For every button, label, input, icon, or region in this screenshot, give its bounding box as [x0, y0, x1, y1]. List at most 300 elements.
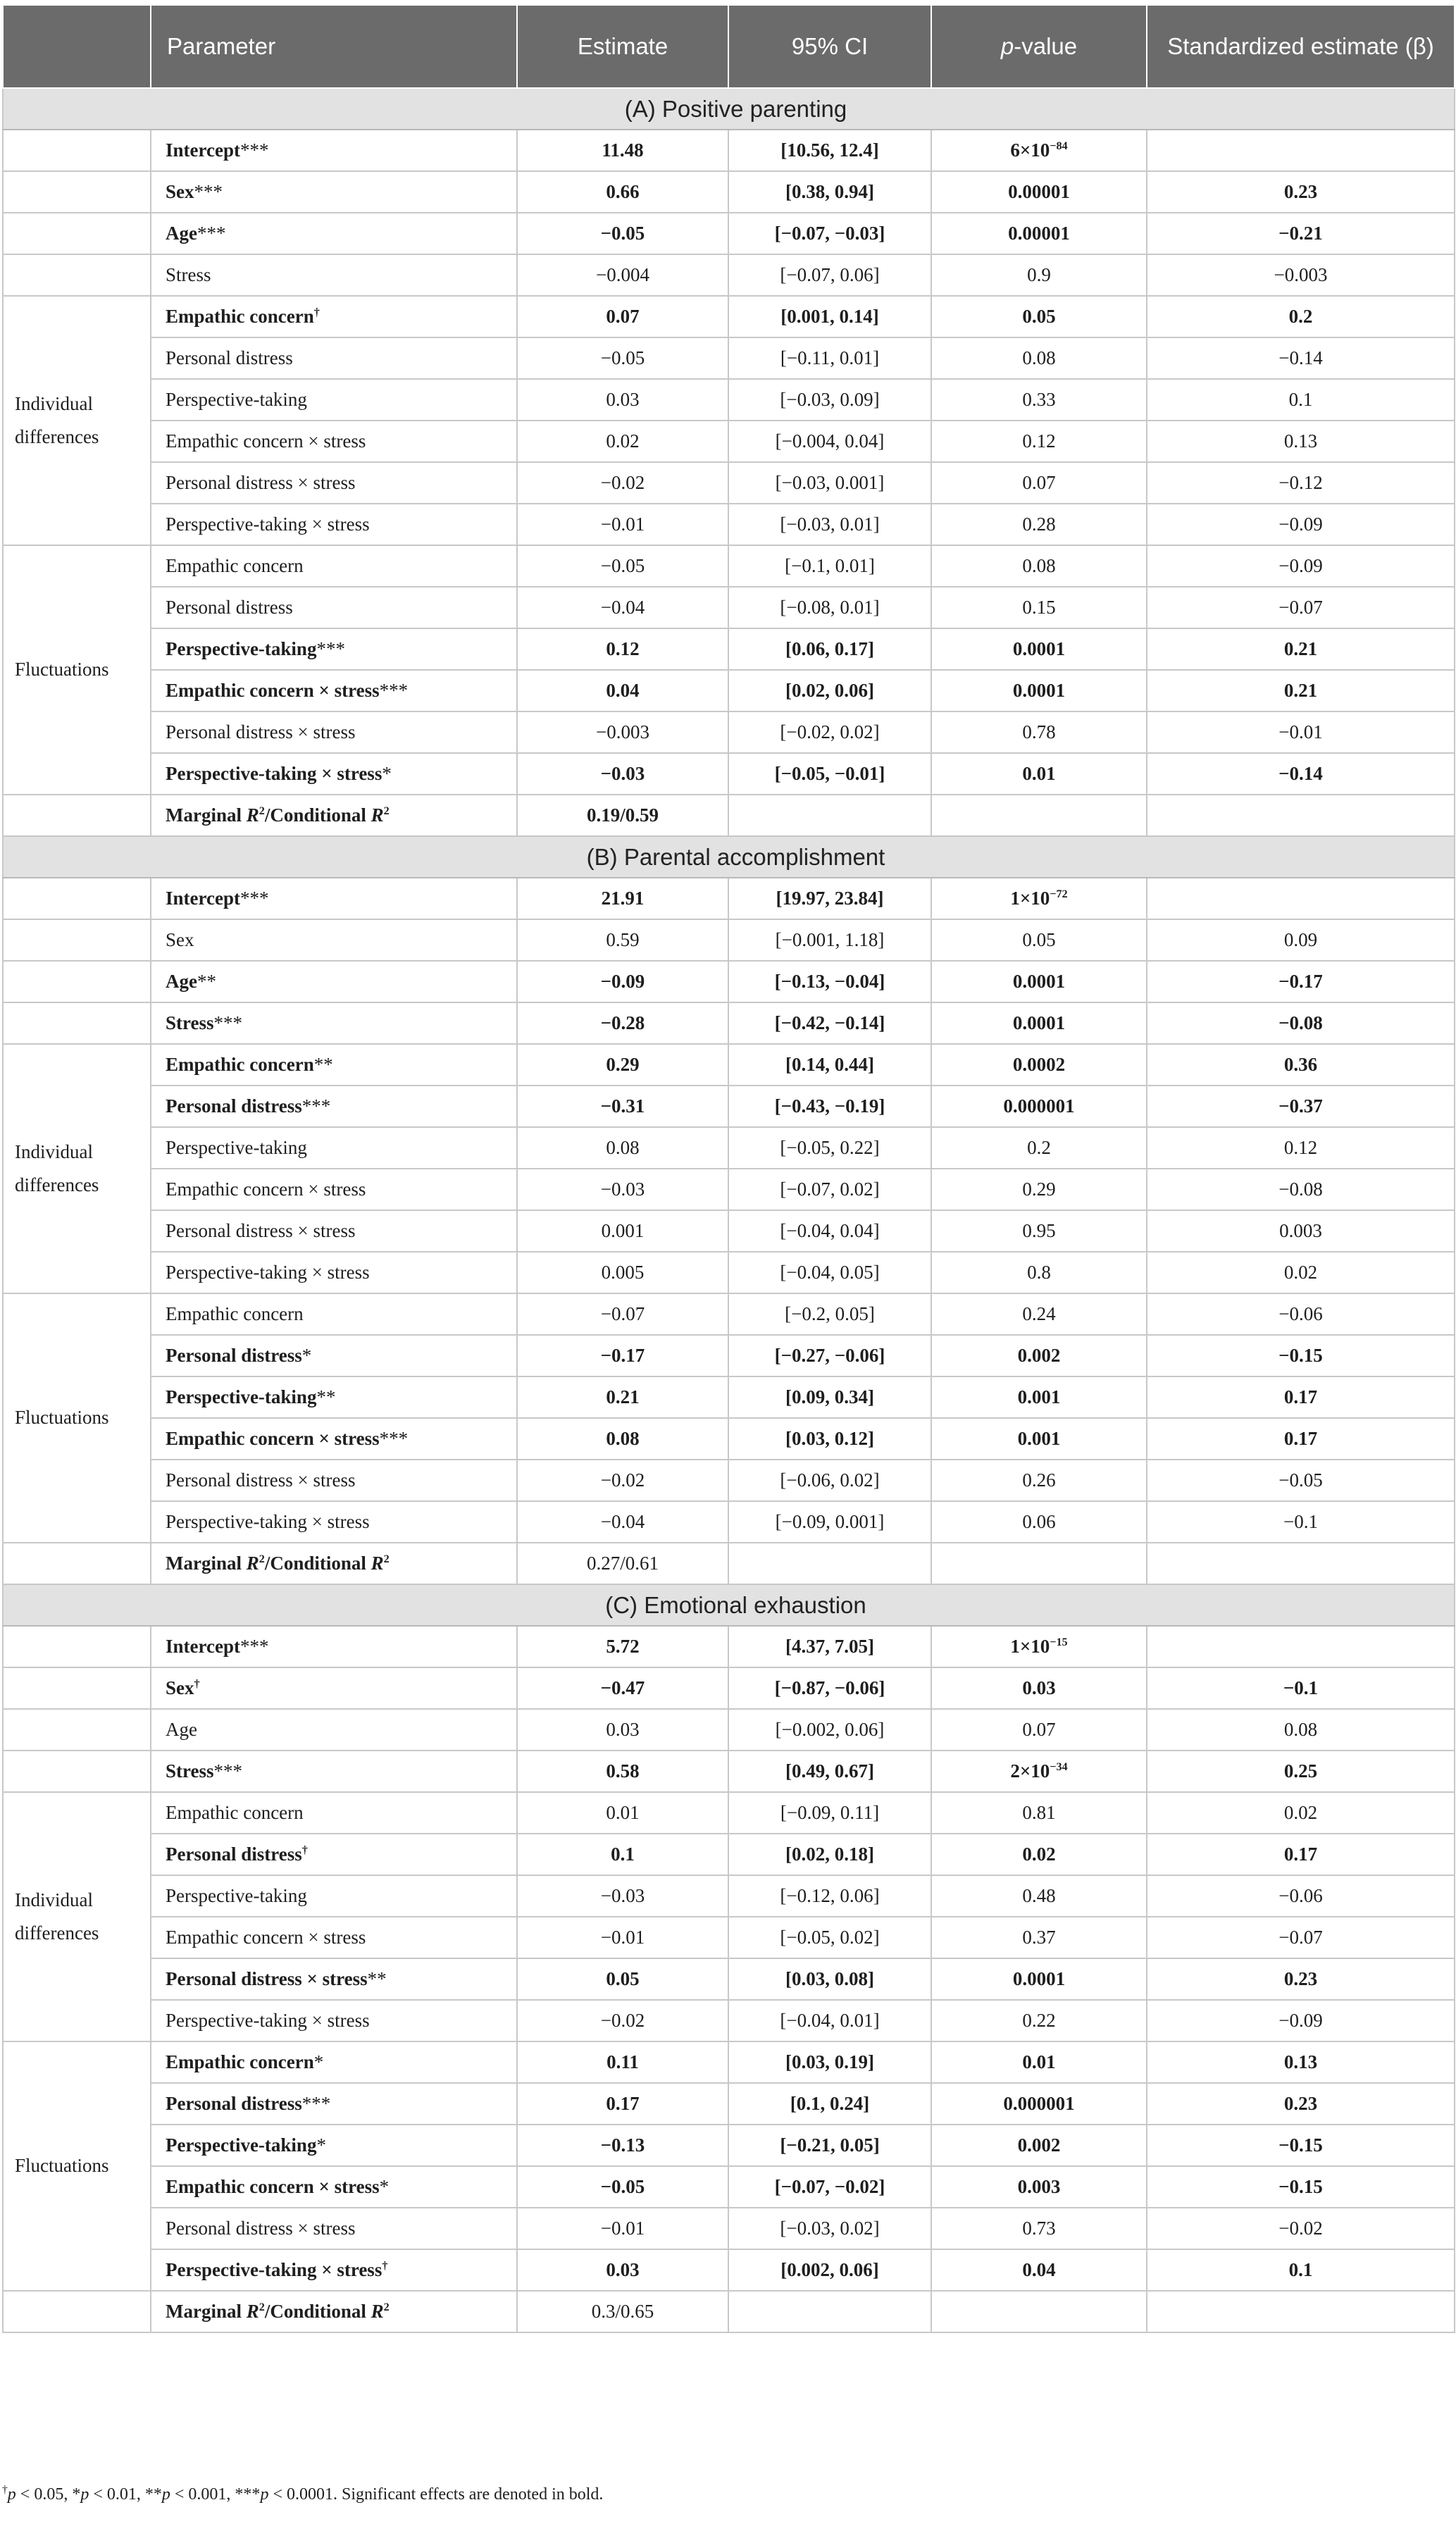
p-value-cell: [931, 1252, 1147, 1293]
p-value: 0.0001: [1012, 1012, 1066, 1034]
parameter-name: Personal distress × stress: [166, 472, 356, 494]
parameter-name: Age: [166, 223, 197, 244]
significance-marker: ***: [301, 2093, 331, 2115]
p-value-cell: [931, 1169, 1147, 1210]
parameter-cell: [151, 2000, 517, 2041]
p-value: 0.03: [1022, 1677, 1056, 1699]
significance-marker: *: [313, 2051, 324, 2073]
parameter-name: Empathic concern: [166, 2051, 314, 2073]
estimate-cell: −0.04: [517, 1501, 728, 1543]
estimate-cell: 0.02: [517, 421, 728, 462]
beta-cell: −0.05: [1147, 1460, 1455, 1501]
parameter-cell: [151, 1086, 517, 1127]
p-value: 0.05: [1022, 929, 1056, 951]
ci-cell: [−0.13, −0.04]: [728, 961, 931, 1002]
p-value: 0.12: [1022, 430, 1056, 452]
significance-marker: *: [379, 2176, 390, 2198]
p-value-cell: [931, 2125, 1147, 2166]
header-estimate: Estimate: [517, 5, 728, 88]
row-group-empty: [3, 2291, 151, 2332]
ci-cell: [−0.03, 0.001]: [728, 462, 931, 504]
estimate-cell: 0.03: [517, 379, 728, 421]
parameter-name: Stress: [166, 1760, 214, 1782]
significance-marker: ***: [239, 139, 269, 161]
p-value-cell: [931, 1418, 1147, 1460]
estimate-cell: 11.48: [517, 130, 728, 171]
table-row: [3, 171, 1455, 213]
p-value-cell: [931, 1460, 1147, 1501]
estimate-cell: −0.07: [517, 1293, 728, 1335]
beta-cell: −0.09: [1147, 545, 1455, 587]
parameter-cell: [151, 254, 517, 296]
section-header-row: [3, 1584, 1455, 1626]
header-parameter: Parameter: [151, 5, 517, 88]
ci-cell: [−0.07, 0.06]: [728, 254, 931, 296]
p-value: 0.01: [1022, 2051, 1056, 2073]
p-value: 0.00001: [1008, 181, 1070, 203]
p-value-cell: [931, 421, 1147, 462]
p-value-cell: [931, 1086, 1147, 1127]
parameter-cell: [151, 795, 517, 836]
parameter-name: Personal distress × stress: [166, 1220, 356, 1242]
beta-cell: 0.13: [1147, 421, 1455, 462]
parameter-cell: [151, 753, 517, 795]
p-value: 1×10: [1010, 888, 1050, 909]
row-group-empty: [3, 1667, 151, 1709]
p-value: 0.33: [1022, 389, 1056, 411]
p-value: 0.01: [1022, 763, 1056, 785]
table-row: [3, 2041, 1455, 2083]
ci-cell: [−0.27, −0.06]: [728, 1335, 931, 1376]
parameter-cell: [151, 878, 517, 919]
parameter-name: Empathic concern × stress: [166, 2176, 380, 2198]
estimate-cell: −0.03: [517, 1875, 728, 1917]
estimate-cell: 0.12: [517, 628, 728, 670]
beta-cell: [1147, 795, 1455, 836]
p-value-cell: [931, 1667, 1147, 1709]
table-row: [3, 421, 1455, 462]
parameter-cell: [151, 1044, 517, 1086]
estimate-cell: −0.05: [517, 337, 728, 379]
parameter-name: Empathic concern: [166, 1303, 304, 1325]
parameter-name: Personal distress: [166, 1844, 302, 1865]
beta-cell: [1147, 878, 1455, 919]
ci-cell: [−0.004, 0.04]: [728, 421, 931, 462]
estimate-cell: 0.001: [517, 1210, 728, 1252]
parameter-name: Perspective-taking × stress: [166, 2010, 370, 2032]
beta-cell: −0.12: [1147, 462, 1455, 504]
parameter-name: Sex: [166, 1677, 194, 1699]
significance-marker: ***: [301, 1095, 331, 1117]
ci-cell: [−0.12, 0.06]: [728, 1875, 931, 1917]
p-value: 0.22: [1022, 2010, 1056, 2032]
beta-cell: −0.01: [1147, 711, 1455, 753]
beta-cell: 0.08: [1147, 1709, 1455, 1751]
ci-cell: [−0.03, 0.09]: [728, 379, 931, 421]
parameter-cell: [151, 1875, 517, 1917]
estimate-cell: −0.02: [517, 1460, 728, 1501]
p-value: 0.07: [1022, 472, 1056, 494]
parameter-name: Personal distress × stress: [166, 1469, 356, 1491]
p-value: 0.95: [1022, 1220, 1056, 1242]
parameter-name: Stress: [166, 264, 211, 286]
row-group-empty: [3, 1626, 151, 1667]
table-footnote: †p < 0.05, *p < 0.01, **p < 0.001, ***p < 0.0001. Significant effects are denoted in bold.: [2, 2484, 604, 2504]
estimate-cell: −0.04: [517, 587, 728, 628]
table-row: [3, 1252, 1455, 1293]
beta-cell: 0.25: [1147, 1751, 1455, 1792]
estimate-cell: 0.11: [517, 2041, 728, 2083]
estimate-cell: −0.17: [517, 1335, 728, 1376]
row-group-empty: [3, 1543, 151, 1584]
p-value-cell: [931, 628, 1147, 670]
ci-cell: [0.03, 0.12]: [728, 1418, 931, 1460]
section-title: (C) Emotional exhaustion: [3, 1584, 1455, 1626]
significance-marker: **: [367, 1968, 387, 1990]
parameter-name: Age: [166, 971, 197, 993]
parameter-cell: [151, 670, 517, 711]
estimate-cell: −0.01: [517, 2208, 728, 2249]
estimate-cell: −0.01: [517, 1917, 728, 1958]
parameter-cell: [151, 2249, 517, 2291]
row-group-empty: [3, 919, 151, 961]
table-row: [3, 1792, 1455, 1834]
estimate-cell: 0.19/0.59: [517, 795, 728, 836]
beta-cell: 0.02: [1147, 1252, 1455, 1293]
parameter-name: Perspective-taking × stress: [166, 763, 382, 785]
table-row: [3, 1293, 1455, 1335]
parameter-cell: [151, 1792, 517, 1834]
p-value: 0.002: [1017, 1345, 1061, 1367]
parameter-name: Empathic concern: [166, 1054, 314, 1076]
p-value-cell: [931, 711, 1147, 753]
p-value-cell: [931, 1834, 1147, 1875]
beta-cell: −0.15: [1147, 2166, 1455, 2208]
p-value-cell: [931, 254, 1147, 296]
ci-cell: [728, 795, 931, 836]
row-group-empty: [3, 878, 151, 919]
ci-cell: [−0.42, −0.14]: [728, 1002, 931, 1044]
ci-cell: [0.02, 0.18]: [728, 1834, 931, 1875]
table-row: [3, 254, 1455, 296]
parameter-name: Intercept: [166, 888, 240, 909]
p-value-cell: [931, 1501, 1147, 1543]
estimate-cell: 0.66: [517, 171, 728, 213]
ci-cell: [−0.07, −0.03]: [728, 213, 931, 254]
p-value: 0.2: [1027, 1137, 1051, 1159]
beta-cell: −0.06: [1147, 1293, 1455, 1335]
beta-cell: −0.14: [1147, 753, 1455, 795]
p-value: 0.0001: [1012, 971, 1066, 993]
p-value-cell: [931, 2083, 1147, 2125]
estimate-cell: −0.03: [517, 753, 728, 795]
p-value: 0.9: [1027, 264, 1051, 286]
row-group-empty: [3, 171, 151, 213]
row-group-empty: [3, 1002, 151, 1044]
beta-cell: [1147, 1626, 1455, 1667]
estimate-cell: −0.09: [517, 961, 728, 1002]
parameter-name: Empathic concern × stress: [166, 430, 366, 452]
parameter-name: Marginal $R^2$/Conditional $R^2$: [166, 2301, 390, 2323]
table-row: [3, 1210, 1455, 1252]
p-value-exponent: −15: [1050, 1636, 1068, 1649]
significance-marker: **: [316, 1386, 336, 1408]
ci-cell: [0.49, 0.67]: [728, 1751, 931, 1792]
parameter-cell: [151, 1002, 517, 1044]
beta-cell: 0.1: [1147, 379, 1455, 421]
significance-marker: *: [382, 763, 392, 785]
beta-cell: 0.003: [1147, 1210, 1455, 1252]
ci-cell: [0.002, 0.06]: [728, 2249, 931, 2291]
beta-cell: 0.09: [1147, 919, 1455, 961]
p-value: 0.000001: [1003, 2093, 1075, 2115]
estimate-cell: 21.91: [517, 878, 728, 919]
parameter-cell: [151, 919, 517, 961]
table-row: [3, 1667, 1455, 1709]
table-row: [3, 711, 1455, 753]
ci-cell: [0.02, 0.06]: [728, 670, 931, 711]
table-row: [3, 296, 1455, 337]
table-row: [3, 1335, 1455, 1376]
beta-cell: 0.21: [1147, 670, 1455, 711]
row-group-label: Fluctuations: [3, 2041, 151, 2291]
parameter-name: Perspective-taking: [166, 1885, 307, 1907]
parameter-cell: [151, 1751, 517, 1792]
parameter-name: Perspective-taking: [166, 1386, 317, 1408]
p-value: 0.02: [1022, 1844, 1056, 1865]
p-value-cell: [931, 1917, 1147, 1958]
p-value: 0.0002: [1012, 1054, 1066, 1076]
parameter-name: Sex: [166, 929, 194, 951]
estimate-cell: −0.05: [517, 2166, 728, 2208]
table-row: [3, 1127, 1455, 1169]
parameter-name: Perspective-taking: [166, 638, 317, 660]
table-row: [3, 919, 1455, 961]
p-value: 0.001: [1017, 1428, 1061, 1450]
p-value-cell: [931, 1626, 1147, 1667]
p-value: 0.08: [1022, 347, 1056, 369]
estimate-cell: 5.72: [517, 1626, 728, 1667]
table-row: [3, 462, 1455, 504]
table-row: [3, 1626, 1455, 1667]
ci-cell: [−0.05, 0.02]: [728, 1917, 931, 1958]
parameter-name: Personal distress × stress: [166, 721, 356, 743]
section-header-row: [3, 836, 1455, 878]
parameter-cell: [151, 2083, 517, 2125]
ci-cell: [−0.02, 0.02]: [728, 711, 931, 753]
estimate-cell: 0.05: [517, 1958, 728, 2000]
beta-cell: −0.06: [1147, 1875, 1455, 1917]
table-row: [3, 1958, 1455, 2000]
estimate-cell: −0.05: [517, 213, 728, 254]
p-value: 0.28: [1022, 514, 1056, 535]
table-row: [3, 961, 1455, 1002]
ci-cell: [−0.04, 0.04]: [728, 1210, 931, 1252]
parameter-name: Perspective-taking: [166, 389, 307, 411]
p-value: 0.003: [1017, 2176, 1061, 2198]
table-row: [3, 1044, 1455, 1086]
parameter-name: Perspective-taking: [166, 2134, 317, 2156]
ci-cell: [−0.11, 0.01]: [728, 337, 931, 379]
table-row: [3, 1376, 1455, 1418]
parameter-cell: [151, 1252, 517, 1293]
p-value: 0.00001: [1008, 223, 1070, 244]
parameter-name: Empathic concern: [166, 306, 314, 328]
table-row: [3, 1917, 1455, 1958]
p-value-cell: [931, 919, 1147, 961]
p-value-cell: [931, 1127, 1147, 1169]
p-value-cell: [931, 1543, 1147, 1584]
p-value-cell: [931, 213, 1147, 254]
p-value-cell: [931, 504, 1147, 545]
p-value: 0.000001: [1003, 1095, 1075, 1117]
table-row: [3, 1501, 1455, 1543]
beta-cell: −0.09: [1147, 504, 1455, 545]
p-value-cell: [931, 1210, 1147, 1252]
p-value-cell: [931, 2000, 1147, 2041]
ci-cell: [4.37, 7.05]: [728, 1626, 931, 1667]
beta-cell: 0.17: [1147, 1834, 1455, 1875]
ci-cell: [0.03, 0.08]: [728, 1958, 931, 2000]
row-group-empty: [3, 795, 151, 836]
parameter-name: Personal distress: [166, 1095, 302, 1117]
beta-cell: [1147, 130, 1455, 171]
p-value: 0.08: [1022, 555, 1056, 577]
table-row: [3, 1834, 1455, 1875]
parameter-cell: [151, 337, 517, 379]
estimate-cell: −0.02: [517, 2000, 728, 2041]
row-group-label: Individual differences: [3, 296, 151, 545]
beta-cell: −0.37: [1147, 1086, 1455, 1127]
significance-marker: **: [313, 1054, 333, 1076]
parameter-cell: [151, 961, 517, 1002]
p-value-cell: [931, 2249, 1147, 2291]
p-value-cell: [931, 2041, 1147, 2083]
parameter-cell: [151, 462, 517, 504]
beta-cell: 0.13: [1147, 2041, 1455, 2083]
parameter-cell: [151, 1543, 517, 1584]
table-row: [3, 2166, 1455, 2208]
section-title: (B) Parental accomplishment: [3, 836, 1455, 878]
beta-cell: −0.14: [1147, 337, 1455, 379]
ci-cell: [−0.05, −0.01]: [728, 753, 931, 795]
table-row: [3, 379, 1455, 421]
parameter-name: Perspective-taking × stress: [166, 514, 370, 535]
table-row: [3, 2125, 1455, 2166]
estimate-cell: −0.003: [517, 711, 728, 753]
parameter-cell: [151, 1709, 517, 1751]
estimate-cell: 0.07: [517, 296, 728, 337]
parameter-cell: [151, 1210, 517, 1252]
estimate-cell: 0.08: [517, 1127, 728, 1169]
significance-marker: ***: [239, 1636, 269, 1658]
table-row: [3, 504, 1455, 545]
parameter-name: Intercept: [166, 139, 240, 161]
beta-cell: −0.08: [1147, 1169, 1455, 1210]
p-value: 0.0001: [1012, 680, 1066, 702]
estimate-cell: 0.01: [517, 1792, 728, 1834]
significance-marker: *: [316, 2134, 326, 2156]
p-value: 0.0001: [1012, 638, 1066, 660]
parameter-cell: [151, 1293, 517, 1335]
ci-cell: [0.14, 0.44]: [728, 1044, 931, 1086]
p-value: 0.78: [1022, 721, 1056, 743]
p-value: 0.15: [1022, 597, 1056, 618]
parameter-name: Empathic concern: [166, 555, 304, 577]
row-group-label: Fluctuations: [3, 545, 151, 795]
beta-cell: −0.15: [1147, 1335, 1455, 1376]
p-value: 6×10: [1010, 139, 1050, 161]
row-group-empty: [3, 1709, 151, 1751]
p-value-exponent: −72: [1050, 888, 1068, 901]
parameter-cell: [151, 2041, 517, 2083]
ci-cell: [0.38, 0.94]: [728, 171, 931, 213]
parameter-cell: [151, 2125, 517, 2166]
beta-cell: −0.21: [1147, 213, 1455, 254]
parameter-name: Personal distress: [166, 347, 293, 369]
parameter-cell: [151, 1834, 517, 1875]
table-row: [3, 2249, 1455, 2291]
estimate-cell: 0.3/0.65: [517, 2291, 728, 2332]
ci-cell: [−0.002, 0.06]: [728, 1709, 931, 1751]
parameter-cell: [151, 1667, 517, 1709]
parameter-name: Personal distress: [166, 1345, 302, 1367]
p-value: 2×10: [1010, 1760, 1050, 1782]
p-value: 0.81: [1022, 1802, 1056, 1824]
p-value-cell: [931, 1376, 1147, 1418]
row-group-empty: [3, 961, 151, 1002]
p-value-cell: [931, 878, 1147, 919]
ci-cell: [728, 2291, 931, 2332]
table-row: [3, 878, 1455, 919]
ci-cell: [−0.09, 0.001]: [728, 1501, 931, 1543]
p-value-exponent: −34: [1050, 1760, 1068, 1774]
parameter-cell: [151, 296, 517, 337]
significance-marker: †: [194, 1677, 200, 1691]
ci-cell: [−0.04, 0.05]: [728, 1252, 931, 1293]
estimate-cell: −0.05: [517, 545, 728, 587]
table-row: [3, 1418, 1455, 1460]
row-group-label: Fluctuations: [3, 1293, 151, 1543]
p-value: 0.48: [1022, 1885, 1056, 1907]
p-value-cell: [931, 1044, 1147, 1086]
ci-cell: [−0.03, 0.02]: [728, 2208, 931, 2249]
beta-cell: 0.2: [1147, 296, 1455, 337]
p-value-cell: [931, 1875, 1147, 1917]
p-value-cell: [931, 130, 1147, 171]
beta-cell: −0.07: [1147, 1917, 1455, 1958]
table-row: [3, 795, 1455, 836]
parameter-cell: [151, 1418, 517, 1460]
table-row: [3, 1460, 1455, 1501]
parameter-cell: [151, 1460, 517, 1501]
row-group-empty: [3, 213, 151, 254]
p-value-cell: [931, 587, 1147, 628]
table-row: [3, 2083, 1455, 2125]
ci-cell: [0.1, 0.24]: [728, 2083, 931, 2125]
beta-cell: 0.23: [1147, 2083, 1455, 2125]
estimate-cell: 0.29: [517, 1044, 728, 1086]
p-value-cell: [931, 545, 1147, 587]
p-value-cell: [931, 961, 1147, 1002]
beta-cell: 0.36: [1147, 1044, 1455, 1086]
row-group-empty: [3, 1751, 151, 1792]
p-value: 0.06: [1022, 1511, 1056, 1533]
ci-cell: [728, 1543, 931, 1584]
parameter-cell: [151, 2291, 517, 2332]
table-row: [3, 337, 1455, 379]
results-table: [2, 4, 1455, 2333]
